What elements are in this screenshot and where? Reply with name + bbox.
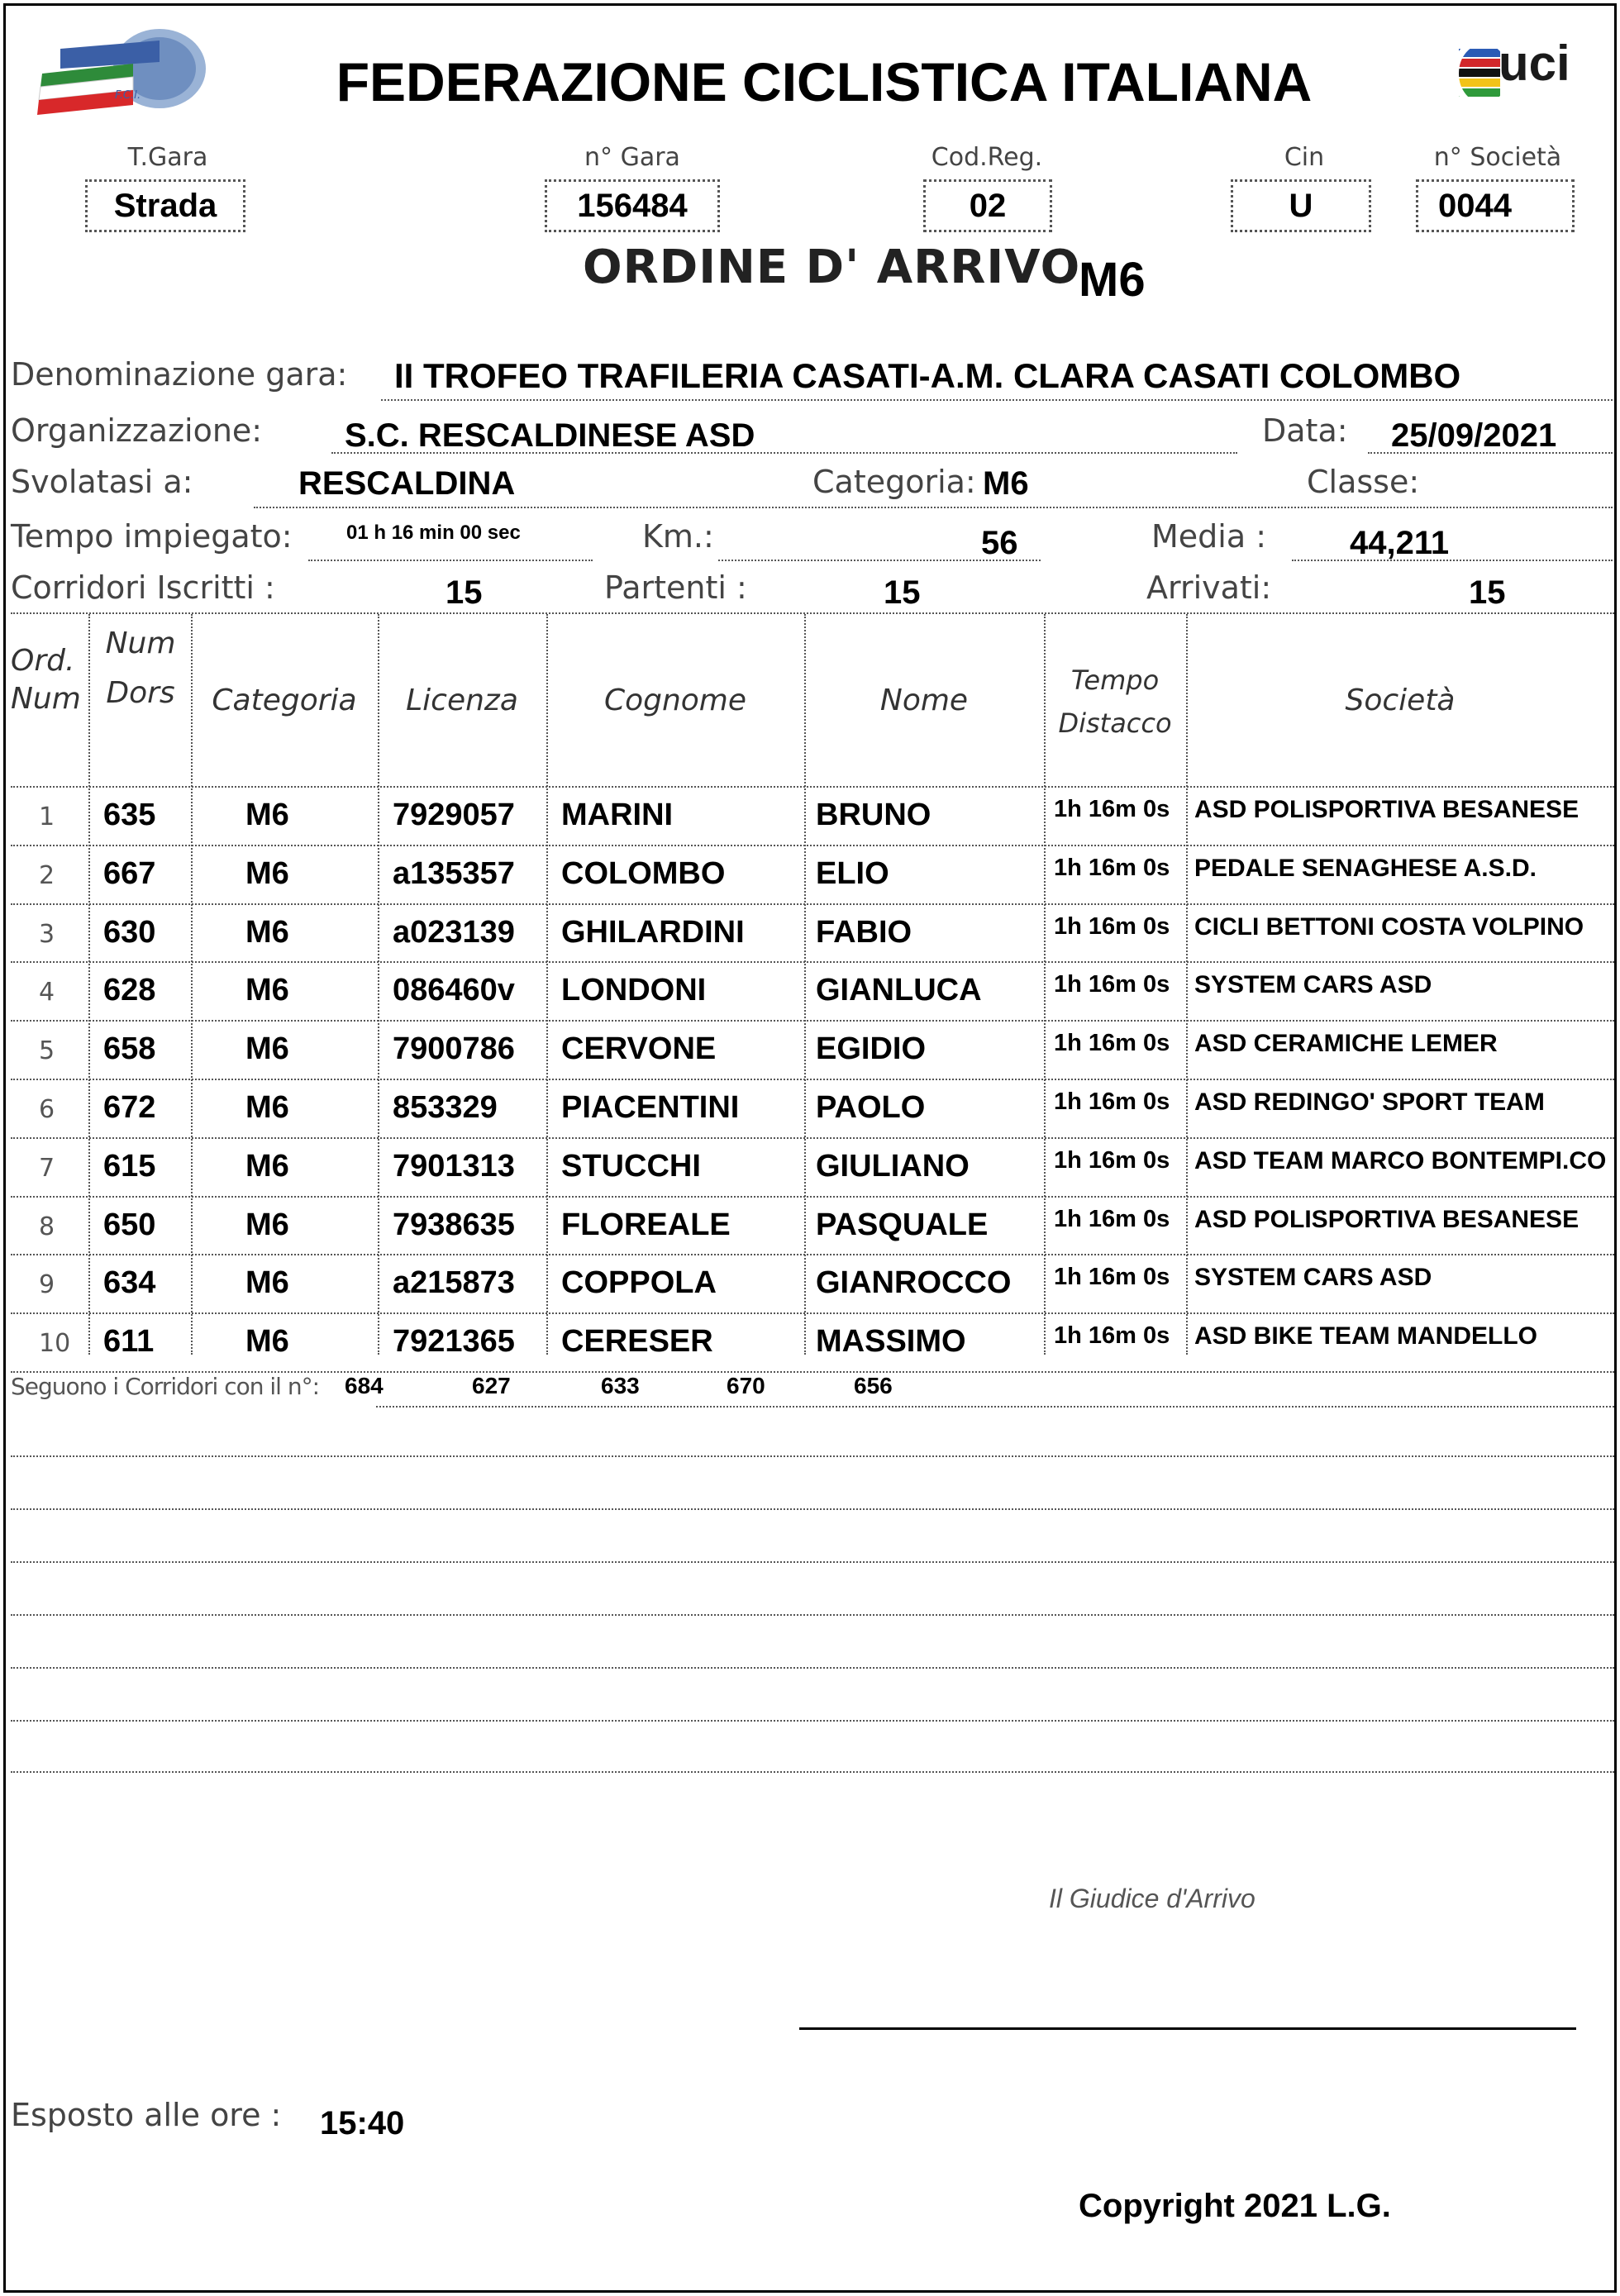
svolatasi-label: Svolatasi a:: [11, 464, 193, 500]
hdr-nome: Nome: [879, 684, 969, 717]
cell-licenza: 7921365: [393, 1324, 515, 1360]
cell-ord: 6: [39, 1095, 55, 1124]
cell-tempo: 1h 16m 0s: [1054, 796, 1170, 822]
cell-num: 667: [103, 855, 156, 891]
cell-licenza: 7938635: [393, 1207, 515, 1242]
tgara-value: Strada: [85, 179, 245, 232]
cell-categoria: M6: [245, 1090, 289, 1125]
category-badge: M6: [1079, 253, 1146, 307]
organizzazione-label: Organizzazione:: [11, 412, 263, 449]
cell-nome: GIANLUCA: [816, 973, 982, 1008]
cell-tempo: 1h 16m 0s: [1054, 854, 1170, 881]
cell-licenza: a023139: [393, 914, 515, 950]
cell-categoria: M6: [245, 855, 289, 891]
denominazione-label: Denominazione gara:: [11, 356, 348, 393]
results-sheet: [3, 3, 1617, 2293]
order-title: ORDINE D' ARRIVO: [583, 241, 1081, 294]
cell-licenza: a135357: [393, 855, 515, 891]
arrivati-label: Arrivati:: [1146, 569, 1272, 606]
hdr-licenza: Licenza: [406, 684, 518, 717]
tempo-label: Tempo impiegato:: [11, 518, 293, 555]
cell-cognome: COLOMBO: [561, 855, 726, 891]
hdr-societa: Società: [1345, 684, 1456, 717]
cell-licenza: 086460v: [393, 973, 515, 1008]
cell-categoria: M6: [245, 1148, 289, 1184]
codreg-label: Cod.Reg.: [931, 143, 1043, 172]
cell-cognome: STUCCHI: [561, 1148, 701, 1184]
seguono-label: Seguono i Corridori con il n°:: [11, 1373, 320, 1400]
partenti-value: 15: [884, 574, 921, 611]
cell-societa: SYSTEM CARS ASD: [1194, 971, 1432, 999]
cell-ord: 1: [39, 803, 55, 831]
cell-num: 672: [103, 1090, 156, 1125]
cell-categoria: M6: [245, 798, 289, 832]
cell-licenza: 7900786: [393, 1031, 515, 1067]
media-value: 44,211: [1350, 525, 1450, 561]
cell-nome: GIANROCCO: [816, 1265, 1012, 1301]
seguono-number: 670: [727, 1373, 765, 1398]
seguono-number: 684: [345, 1373, 384, 1398]
cell-nome: ELIO: [816, 855, 889, 891]
cell-ord: 2: [39, 860, 55, 890]
cell-cognome: LONDONI: [561, 973, 707, 1008]
categoria-label: Categoria:: [812, 464, 976, 500]
cell-ord: 7: [39, 1153, 55, 1183]
iscritti-value: 15: [446, 574, 483, 611]
hdr-tempo: Tempo Distacco: [1058, 665, 1172, 739]
esposto-time: 15:40: [320, 2105, 405, 2141]
cell-cognome: GHILARDINI: [561, 914, 745, 950]
giudice-label: Il Giudice d'Arrivo: [1049, 1884, 1256, 1913]
cell-tempo: 1h 16m 0s: [1054, 912, 1170, 940]
cell-tempo: 1h 16m 0s: [1054, 1205, 1170, 1232]
svolatasi-value: RESCALDINA: [298, 465, 516, 502]
cell-nome: PAOLO: [816, 1090, 926, 1125]
uci-logo-text: uci: [1498, 36, 1570, 91]
cell-tempo: 1h 16m 0s: [1054, 1264, 1170, 1291]
cell-licenza: 7901313: [393, 1148, 515, 1184]
cell-societa: SYSTEM CARS ASD: [1194, 1264, 1432, 1292]
cell-cognome: MARINI: [561, 798, 674, 832]
data-label: Data:: [1262, 412, 1348, 449]
tempo-value: 01 h 16 min 00 sec: [346, 522, 521, 544]
nsocieta-label: n° Società: [1433, 143, 1562, 172]
ngara-value: 156484: [545, 179, 720, 232]
hdr-num-dors: Num Dors: [105, 626, 176, 710]
cell-societa: ASD CERAMICHE LEMER: [1194, 1030, 1498, 1058]
cell-tempo: 1h 16m 0s: [1054, 1088, 1170, 1115]
fci-logo-text: F.C.I.: [115, 89, 141, 102]
hdr-categoria: Categoria: [212, 684, 357, 717]
cell-nome: FABIO: [816, 914, 912, 950]
cell-num: 628: [103, 973, 156, 1008]
cell-societa: ASD POLISPORTIVA BESANESE: [1194, 1205, 1580, 1233]
organizzazione-value: S.C. RESCALDINESE ASD: [345, 417, 755, 454]
cell-categoria: M6: [245, 1207, 289, 1242]
cell-nome: MASSIMO: [816, 1324, 966, 1360]
cell-tempo: 1h 16m 0s: [1054, 1146, 1170, 1174]
categoria-value: M6: [983, 465, 1029, 502]
seguono-number: 633: [601, 1373, 640, 1398]
cell-cognome: CERESER: [561, 1324, 713, 1360]
cell-nome: EGIDIO: [816, 1031, 927, 1067]
fci-logo: [36, 26, 209, 117]
cell-num: 650: [103, 1207, 156, 1242]
seguono-number: 656: [854, 1373, 893, 1398]
codreg-value: 02: [923, 179, 1052, 232]
media-label: Media :: [1151, 518, 1267, 555]
cell-num: 630: [103, 914, 156, 950]
cell-nome: PASQUALE: [816, 1207, 989, 1242]
cell-categoria: M6: [245, 914, 289, 950]
cin-value: U: [1231, 179, 1371, 232]
cell-societa: CICLI BETTONI COSTA VOLPINO: [1194, 912, 1584, 941]
cell-nome: BRUNO: [816, 798, 932, 832]
cell-categoria: M6: [245, 1324, 289, 1360]
page-title: FEDERAZIONE CICLISTICA ITALIANA: [336, 51, 1313, 112]
hdr-ord: Ord. Num: [11, 644, 81, 716]
cell-societa: PEDALE SENAGHESE A.S.D.: [1194, 854, 1537, 882]
hdr-cognome: Cognome: [603, 684, 747, 717]
cell-ord: 4: [39, 978, 55, 1007]
cell-num: 615: [103, 1148, 156, 1184]
cell-tempo: 1h 16m 0s: [1054, 971, 1170, 998]
cell-categoria: M6: [245, 973, 289, 1008]
cell-tempo: 1h 16m 0s: [1054, 1322, 1170, 1350]
cell-num: 634: [103, 1265, 156, 1301]
uci-logo: [1451, 24, 1599, 123]
data-value: 25/09/2021: [1391, 417, 1557, 454]
cell-societa: ASD BIKE TEAM MANDELLO: [1194, 1322, 1537, 1350]
signature-line: [799, 2027, 1576, 2030]
cell-cognome: PIACENTINI: [561, 1090, 740, 1125]
cin-label: Cin: [1284, 143, 1325, 172]
cell-ord: 9: [39, 1270, 55, 1300]
seguono-number: 627: [472, 1373, 511, 1398]
cell-categoria: M6: [245, 1031, 289, 1067]
cell-num: 658: [103, 1031, 156, 1067]
cell-cognome: FLOREALE: [561, 1207, 731, 1242]
cell-ord: 8: [39, 1212, 55, 1241]
ngara-label: n° Gara: [584, 143, 680, 172]
cell-licenza: a215873: [393, 1265, 515, 1301]
cell-cognome: COPPOLA: [561, 1265, 717, 1301]
km-value: 56: [981, 525, 1018, 561]
cell-licenza: 7929057: [393, 798, 515, 832]
cell-societa: ASD TEAM MARCO BONTEMPI.CO: [1194, 1146, 1607, 1174]
cell-categoria: M6: [245, 1265, 289, 1301]
cell-num: 635: [103, 798, 156, 832]
denominazione-value: II TROFEO TRAFILERIA CASATI-A.M. CLARA CASATI COLOMBO: [394, 356, 1461, 395]
arrivati-value: 15: [1469, 574, 1506, 611]
iscritti-label: Corridori Iscritti :: [11, 569, 275, 606]
cell-cognome: CERVONE: [561, 1031, 717, 1067]
cell-licenza: 853329: [393, 1090, 498, 1125]
cell-nome: GIULIANO: [816, 1148, 970, 1184]
classe-label: Classe:: [1307, 464, 1420, 500]
km-label: Km.:: [642, 518, 714, 555]
cell-societa: ASD REDINGO' SPORT TEAM: [1194, 1088, 1545, 1116]
cell-ord: 3: [39, 919, 55, 949]
cell-tempo: 1h 16m 0s: [1054, 1030, 1170, 1057]
cell-num: 611: [103, 1324, 155, 1360]
cell-ord: 10: [39, 1329, 71, 1359]
partenti-label: Partenti :: [604, 569, 747, 606]
cell-ord: 5: [39, 1036, 55, 1066]
cell-societa: ASD POLISPORTIVA BESANESE: [1194, 796, 1580, 823]
copyright: Copyright 2021 L.G.: [1079, 2188, 1391, 2224]
nsocieta-value: 0044: [1416, 179, 1575, 232]
tgara-label: T.Gara: [127, 143, 208, 172]
esposto-label: Esposto alle ore :: [11, 2097, 282, 2133]
